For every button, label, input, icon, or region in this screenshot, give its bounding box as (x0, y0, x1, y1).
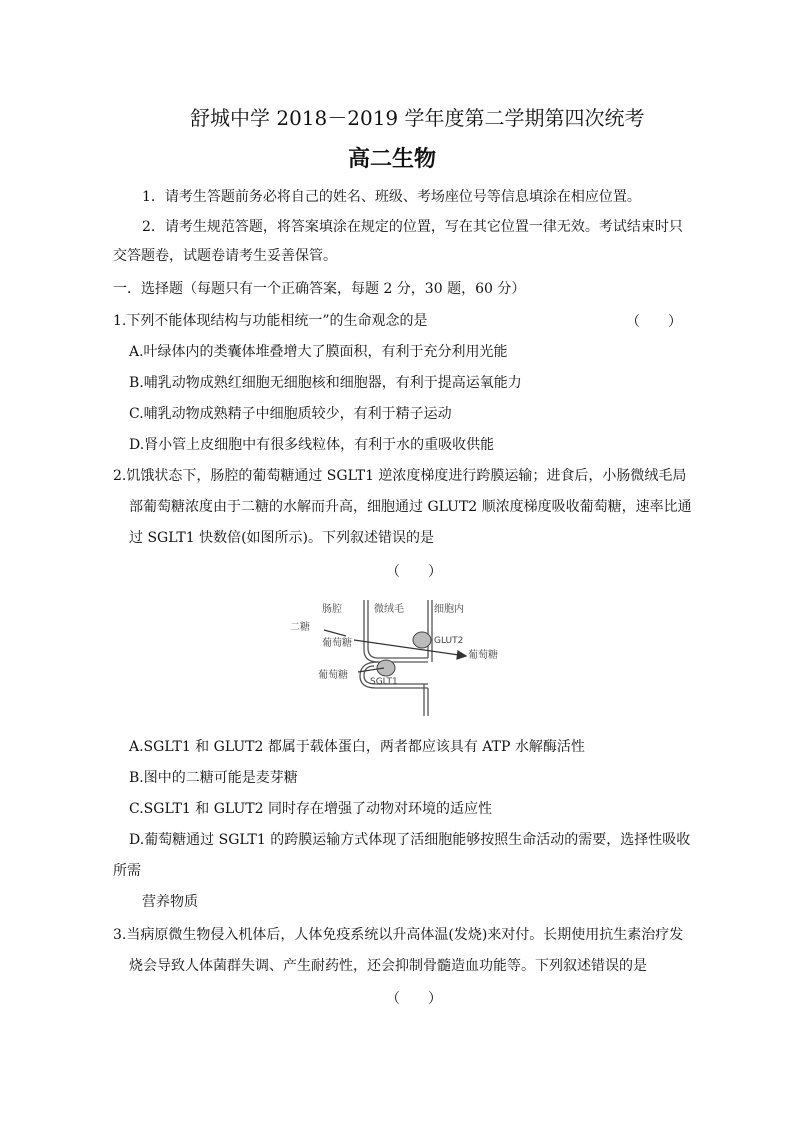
q2-stem-line-1: 2.饥饿状态下，肠腔的葡萄糖通过 SGLT1 逆浓度梯度进行跨膜运输；进食后，小肠微绒毛局 (113, 468, 687, 484)
instruction-2: 2．请考生规范答题，将答案填涂在规定的位置，写在其它位置一律无效。考试结束时只 (142, 219, 683, 235)
q2-option-d-cont-2: 营养物质 (142, 894, 198, 910)
subject-title: 高二生物 (348, 147, 437, 172)
instruction-1: 1．请考生答题前务必将自己的姓名、班级、考场座位号等信息填涂在相应位置。 (142, 189, 641, 205)
fig-label-lumen: 肠腔 (322, 604, 342, 615)
q2-option-a: A.SGLT1 和 GLUT2 都属于载体蛋白，两者都应该具有 ATP 水解酶活性 (129, 739, 585, 755)
q2-option-b: B.图中的二糖可能是麦芽糖 (129, 770, 298, 786)
q2-option-d: D.葡萄糖通过 SGLT1 的跨膜运输方式体现了活细胞能够按照生命活动的需要，选择性吸收 (129, 832, 691, 848)
q1-option-c: C.哺乳动物成熟精子中细胞质较少，有利于精子运动 (129, 406, 452, 422)
fig-label-microvilli: 微绒毛 (374, 604, 404, 615)
q2-stem-line-3: 过 SGLT1 快数倍(如图所示)。下列叙述错误的是 (129, 530, 434, 546)
q1-option-a: A.叶绿体内的类囊体堆叠增大了膜面积，有利于充分利用光能 (129, 344, 508, 360)
q2-option-d-cont-1: 所需 (113, 863, 141, 879)
section-heading: 一．选择题（每题只有一个正确答案，每题 2 分，30 题，60 分） (113, 281, 526, 297)
q2-option-c: C.SGLT1 和 GLUT2 同时存在增强了动物对环境的适应性 (129, 801, 492, 817)
exam-title: 舒城中学 2018－2019 学年度第二学期第四次统考 (190, 106, 645, 130)
fig-label-glucose-out: 葡萄糖 (468, 650, 498, 661)
fig-label-disaccharide: 二糖 (290, 622, 310, 633)
glucose-transport-figure (288, 596, 508, 721)
q1-stem: 1.下列不能体现结构与功能相统一”的生命观念的是 (113, 313, 428, 329)
fig-label-sglt1: SGLT1 (370, 677, 398, 687)
q3-stem-line-1: 3.当病原微生物侵入机体后，人体免疫系统以升高体温(发烧)来对付。长期使用抗生素治疗发 (113, 927, 684, 943)
glut2-transporter (413, 632, 431, 648)
instruction-2-cont: 交答题卷，试题卷请考生妥善保管。 (113, 248, 337, 264)
q2-answer-bracket: （ ） (386, 564, 442, 580)
q3-answer-bracket: （ ） (386, 991, 442, 1007)
fig-label-cell-interior: 细胞内 (434, 604, 464, 615)
fig-label-glut2: GLUT2 (434, 636, 464, 646)
q3-stem-line-2: 烧会导致人体菌群失调、产生耐药性，还会抑制骨髓造血功能等。下列叙述错误的是 (129, 958, 647, 974)
q2-stem-line-2: 部葡萄糖浓度由于二糖的水解而升高，细胞通过 GLUT2 顺浓度梯度吸收葡萄糖，速率比通 (129, 499, 692, 515)
q1-answer-bracket: （ ） (626, 314, 682, 330)
sglt1-transporter (377, 660, 395, 676)
q1-option-d: D.肾小管上皮细胞中有很多线粒体，有利于水的重吸收供能 (129, 437, 495, 453)
fig-label-glucose-1: 葡萄糖 (322, 638, 352, 649)
fig-label-glucose-2: 葡萄糖 (318, 670, 348, 681)
q1-option-b: B.哺乳动物成熟红细胞无细胞核和细胞器，有利于提高运氧能力 (129, 375, 522, 391)
